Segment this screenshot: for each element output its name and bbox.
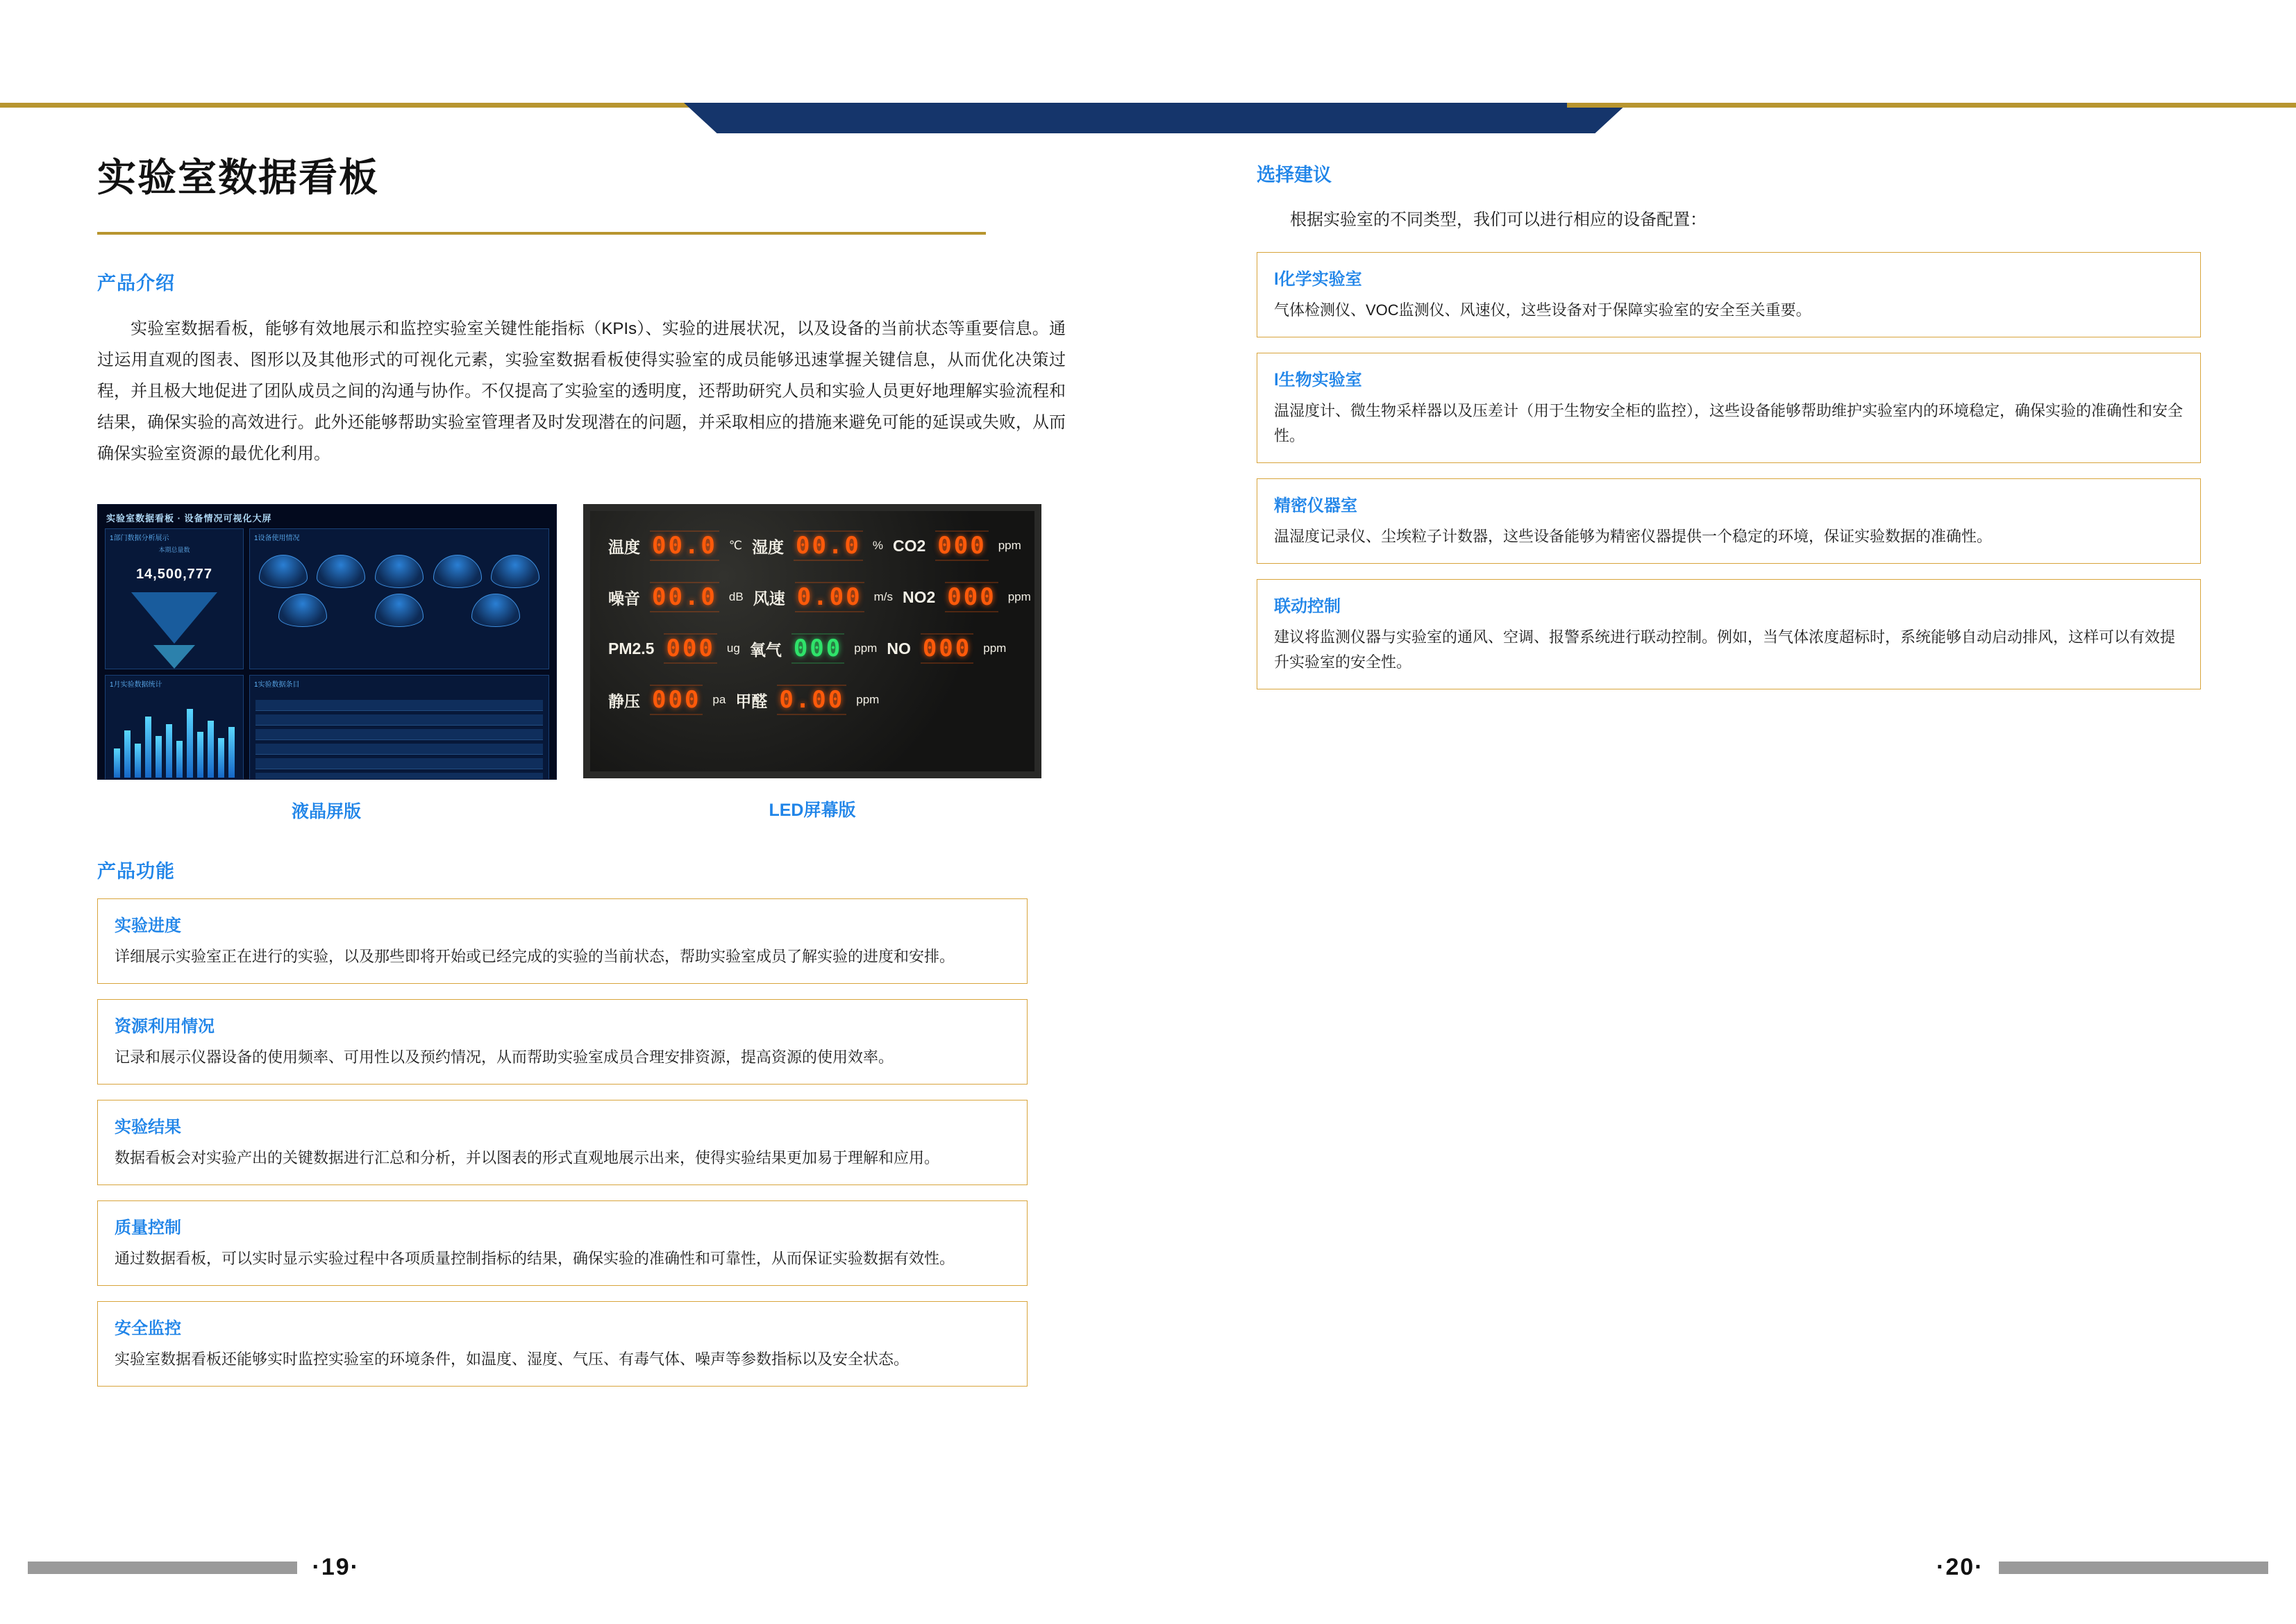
led-reading-unit: ppm: [983, 642, 1007, 655]
lcd-panel-label-4: 1实验数据条目: [254, 681, 300, 689]
led-board-image: [583, 504, 1041, 778]
gauge-icon: [278, 594, 327, 627]
led-reading-label: 甲醛: [735, 692, 768, 710]
table-row: [255, 744, 543, 755]
led-reading-unit: ug: [726, 642, 740, 655]
bar: [135, 744, 141, 778]
table-row: [255, 729, 543, 740]
info-card-body: 详细展示实验室正在进行的实验，以及那些即将开始或已经完成的实验的当前状态，帮助实验室成员了解实验的进度和安排。: [115, 948, 955, 965]
lcd-panel-label-2: 1设备使用情况: [254, 535, 300, 542]
bar: [176, 741, 183, 778]
info-card: [97, 1100, 1028, 1185]
lcd-panel-bars: [105, 675, 244, 780]
info-card-body: 记录和展示仪器设备的使用频率、可用性以及预约情况，从而帮助实验室成员合理安排资源，提高资源的使用效率。: [115, 1048, 894, 1066]
section-heading-recommendation: 选择建议: [1257, 165, 1332, 185]
page-number-left: ·19·: [312, 1554, 360, 1580]
led-reading-unit: ppm: [1007, 590, 1031, 603]
led-reading-row: [608, 633, 1016, 664]
gauge-icon: [471, 594, 520, 627]
footer-bar-right: [1999, 1562, 2268, 1574]
bar: [156, 736, 162, 778]
led-reading-value: 0.00: [777, 685, 846, 715]
led-reading-value: 00.0: [650, 530, 719, 561]
led-reading-unit: ppm: [998, 539, 1021, 552]
led-reading-label: 风速: [753, 589, 785, 608]
footer-bar-left: [28, 1562, 297, 1574]
table-row: [255, 700, 543, 711]
lcd-panel-label-3: 1月实验数据统计: [110, 681, 162, 689]
info-card-title: 精密仪器室: [1274, 496, 1357, 515]
product-images: [97, 504, 1069, 823]
led-reading-row: [608, 582, 1031, 612]
led-reading-value: 00.0: [794, 530, 863, 561]
caption-led: LED屏幕版: [769, 801, 856, 820]
led-reading-value: 000: [650, 685, 703, 715]
section-heading-intro: 产品介绍: [97, 273, 175, 294]
recommendation-card-list: [1257, 252, 2201, 689]
led-reading-unit: ppm: [856, 693, 880, 706]
info-card-title: 实验结果: [115, 1118, 181, 1137]
bar: [124, 730, 131, 778]
led-image-block: [583, 504, 1041, 823]
table-row: [255, 773, 543, 780]
caption-lcd: 液晶屏版: [291, 802, 361, 821]
info-card-title: 安全监控: [115, 1319, 181, 1338]
gauge-icon: [259, 555, 308, 588]
lcd-panel-table: [249, 675, 549, 780]
led-reading-unit: pa: [712, 693, 726, 706]
top-rule-right: [1567, 103, 2296, 108]
led-reading-label: 噪音: [608, 589, 640, 608]
led-reading-value: 000: [664, 633, 717, 664]
lcd-panel-kpi: [105, 528, 244, 669]
intro-paragraph: 实验室数据看板，能够有效地展示和监控实验室关键性能指标（KPIs）、实验的进展状况，以及设备的当前状态等重要信息。通过运用直观的图表、图形以及其他形式的可视化元素，实验室数据看板使得实验室的成员能够迅速掌握关键信息，从而优化决策过程，并且极大地促进了团队成员之间的沟通与协作。不仅提高了实验室的透明度，还帮助研究人员和实验人员更好地理解实验流程和结果，确保实验的高效进行。此外还能够帮助实验室管理者及时发现潜在的问题，并采取相应的措施来避免可能的延误或失败，从而确保实验室资源的最优化利用。: [97, 319, 1066, 463]
led-reading-label: CO2: [893, 536, 926, 555]
led-reading-label: 温度: [608, 537, 640, 556]
led-reading-value: 00.0: [650, 582, 719, 612]
gauge-row: [250, 542, 548, 627]
lcd-panel-gauges: [249, 528, 549, 669]
info-card-title: l生物实验室: [1274, 371, 1362, 390]
info-card: [1257, 478, 2201, 564]
bar-chart: [106, 689, 243, 778]
recommendation-lead: 根据实验室的不同类型，我们可以进行相应的设备配置：: [1290, 210, 1707, 229]
info-card-body: 温湿度计、微生物采样器以及压差计（用于生物安全柜的监控），这些设备能够帮助维护实验室内的环境稳定，确保实验的准确性和安全性。: [1274, 402, 2184, 444]
title-underline: [97, 232, 986, 235]
bar: [114, 748, 120, 778]
lcd-image-block: [97, 504, 555, 823]
led-reading-unit: ppm: [854, 642, 878, 655]
led-reading-value: 000: [921, 633, 973, 664]
lcd-kpi-value: 14,500,777: [135, 567, 213, 582]
led-reading-label: 氧气: [749, 640, 782, 659]
section-heading-features: 产品功能: [97, 861, 175, 882]
led-reading-value: 0.00: [795, 582, 864, 612]
info-card-title: 联动控制: [1274, 597, 1341, 616]
led-reading-label: 静压: [608, 692, 640, 710]
lcd-panel-label-1: 1部门数据分析展示: [110, 535, 169, 542]
bar: [208, 721, 214, 778]
led-reading-unit: dB: [728, 590, 744, 603]
bar: [187, 709, 193, 778]
info-card-title: 实验进度: [115, 916, 181, 935]
gauge-icon: [433, 555, 482, 588]
bar: [145, 717, 151, 778]
led-reading-row: [608, 685, 1016, 715]
led-reading-unit: ℃: [728, 539, 742, 552]
info-card-body: 建议将监测仪器与实验室的通风、空调、报警系统进行联动控制。例如，当气体浓度超标时，系统能够自动启动排风，这样可以有效提升实验室的安全性。: [1274, 628, 2176, 671]
data-table-mock: [250, 689, 548, 780]
top-rule-left: [0, 103, 708, 108]
info-card: [1257, 252, 2201, 337]
info-card: [1257, 579, 2201, 689]
led-reading-label: NO2: [902, 587, 936, 606]
led-reading-value: 000: [791, 633, 844, 664]
page-title: 实验室数据看板: [97, 156, 379, 199]
lcd-dashboard-image: [97, 504, 557, 780]
info-card: [97, 898, 1028, 984]
top-navy-banner: [684, 103, 1628, 133]
led-reading-label: 湿度: [751, 537, 784, 556]
gauge-icon: [375, 594, 424, 627]
led-reading-label: PM2.5: [608, 639, 655, 658]
info-card-body: 温湿度记录仪、尘埃粒子计数器，这些设备能够为精密仪器提供一个稳定的环境，保证实验数据的准确性。: [1274, 528, 1993, 545]
info-card-title: 质量控制: [115, 1219, 181, 1237]
gauge-icon: [375, 555, 424, 588]
info-card: [97, 1301, 1028, 1387]
info-card: [97, 999, 1028, 1085]
info-card-title: l化学实验室: [1274, 270, 1362, 289]
bar: [218, 738, 224, 778]
right-page: [1257, 160, 2201, 689]
info-card-body: 实验室数据看板还能够实时监控实验室的环境条件，如温度、湿度、气压、有毒气体、噪声等参数指标以及安全状态。: [115, 1350, 910, 1368]
footer-right: [1921, 1554, 2268, 1581]
feature-card-list: [97, 898, 1069, 1387]
led-reading-value: 000: [935, 530, 988, 561]
info-card-body: 气体检测仪、VOC监测仪、风速仪，这些设备对于保障实验室的安全至关重要。: [1274, 301, 1811, 319]
bar: [197, 732, 203, 778]
gauge-icon: [317, 555, 365, 588]
info-card-body: 通过数据看板，可以实时显示实验过程中各项质量控制指标的结果，确保实验的准确性和可靠性，从而保证实验数据有效性。: [115, 1250, 955, 1267]
led-reading-label: NO: [887, 639, 911, 658]
table-row: [255, 758, 543, 769]
led-reading-unit: m/s: [873, 590, 893, 603]
funnel-chart-icon-small: [153, 645, 195, 669]
led-reading-row: [608, 530, 1021, 561]
info-card-body: 数据看板会对实验产出的关键数据进行汇总和分析，并以图表的形式直观地展示出来，使得实验结果更加易于理解和应用。: [115, 1149, 940, 1166]
funnel-chart-icon: [131, 592, 217, 644]
info-card: [97, 1200, 1028, 1286]
bar: [166, 724, 172, 778]
bar: [228, 727, 235, 778]
gauge-icon: [491, 555, 539, 588]
footer-left: [28, 1554, 375, 1581]
lcd-screen-title: 实验室数据看板 · 设备情况可视化大屏: [106, 513, 272, 524]
page-number-right: ·20·: [1936, 1554, 1984, 1580]
lcd-kpi-label: 本期总量数: [158, 546, 190, 553]
led-reading-unit: %: [872, 539, 883, 552]
left-page: [97, 139, 1069, 1387]
info-card-title: 资源利用情况: [115, 1017, 215, 1036]
table-row: [255, 714, 543, 726]
led-reading-value: 000: [945, 582, 998, 612]
info-card: [1257, 353, 2201, 463]
